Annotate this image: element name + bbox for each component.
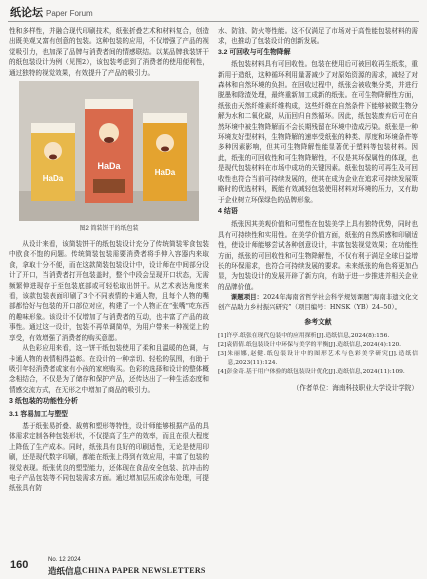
paragraph: 纸包装材料具有可回收性。包装在使用后可被回收再生纸浆，重新用于造纸，这种循环利用量著减少了对原始资源的需求，减轻了对森林和自然环境的负担。在回收过程中，纸张会被收集分类，并进行脱墨和除渣处理，最终重新加工成新的纸张。在可生物降解性方面，纸张由天然纤维素纤维构成，这些纤维在自然条件下能够被微生物分解为水和二氧化碳，从而回归自然循环。因此，纸包装废弃后可在自然环境中被生物降解而不会长期残留在环境中造成污染。纸张是一种环境友好型材料，生物降解的速率受纸张的种类、厚度和环境条件等多种因素影响，但其可生物降解性能显著优于塑料等包装材料。因此，纸张的可回收性和可生物降解性，不仅是其环保属性的体现，也是现代包装材料在市场中成功的关键因素。纸张包装的可再生及可回收性也符合当前可持续发展的，使其在成为企业在追求可持续发展策略时的优选材料，既能有效减轻包装使用材料对环境的压力，又有助于企业树立环保绿色的品牌形象。 [218, 60, 418, 204]
section-title [10, 4, 93, 20]
paragraph: 水、防油、防火等性能。这不仅满足了市场对于高性能包装材料的需求，也推动了包装设计的创新发展。 [218, 27, 418, 46]
left-box-label: HaDa [42, 174, 64, 184]
references-title: 参考文献 [304, 319, 332, 327]
section-title-cn: 纸论坛 [10, 7, 43, 19]
funding-text: 2024年海南省哲学社会科学规划课题“海南非遗文化文创产品助力乡村振兴研究”（项目编号：HNSK（YB）24–50）。 [218, 293, 418, 312]
middle-box-label: HaDa [97, 161, 121, 172]
packaging-illustration [19, 81, 199, 221]
page-number: 160 [10, 559, 29, 571]
reference-item: [3]朱丽娜,赵健.纸包装设计中的图形艺术与色彩美学研究[J].造纸信息,2023(11):124. [218, 350, 418, 366]
paragraph: 性和多样性，并融合现代印刷技术，纸张折叠艺术和材料复合，创造出既美观又富有创意的包装。这种包装的应用，不仅增强了产品的视觉吸引力，也加深了品牌与消费者间的情感联结。以某品牌我装饼干的纸包装设计为例（见图2），该包装考虑到了消费者的使用便利性，通过独特的视觉效果，有效提升了产品的吸引力。 [9, 27, 209, 77]
funding-label: 课题项目： [230, 293, 264, 302]
left-box [31, 123, 75, 201]
author-affiliation: （作者单位：海南科技职业大学设计学院） [292, 383, 418, 392]
right-column [218, 26, 418, 393]
page-footer [0, 555, 427, 579]
publication-name: 造纸信息 [48, 566, 83, 576]
publication-name-en: CHINA PAPER NEWSLETTERS [82, 566, 206, 575]
page-header [0, 0, 427, 22]
paragraph: 纸张因其美观价值和可塑性在包装美学上具有独特优势，同时也具有可持续性和实用性。在美学价值方面，纸张的自然质感和印刷适性，使设计师能够尝试各种创意设计，丰富包装视觉效果；在功能性方面，纸张的可回收性和可生物降解性，不仅有利于满足全球日益增长的环保需求，也符合可持续发展的要求。未来纸张的角色将更加凸显，为包装设计的发展开辟了新方向，有助于进一步推进并相关企业的品牌价值。 [218, 220, 418, 291]
figure-2 [9, 81, 209, 237]
section-heading: 4 结语 [218, 207, 238, 215]
subsection-heading: 3.2 可回收与可生物降解 [218, 48, 291, 56]
figure-caption: 图2 简装饼干的纸包装 [79, 226, 139, 233]
paragraph: 从设计来看，该简装饼干的纸包装设计充分了传统简装零食包装中欧食不饱的问题。传统简装包装需要消费者将手伸入容器内来取食，拿取十分不便，而在这款简装包装设计中，设计师在中间部分设计了开口，当消费者打开包装盖时，整个中段会呈现开口状态，无需频繁伸进现存于至包装底部或可轻松取出饼干。从艺术表达角度来看，该款包装表面印刷了3个不同表情的卡通人物，且每个人物的嘴部都恰好与包装的开口部位对应，构建了一个人物正在“张嘴”吃东西的趣味形象。该设计不仅增加了与消费者的互动，也丰富了产品的故事性。通过这一设计，包装不再单调简单，为用户带来一种视觉上的享受，有效增强了消费者的购买意愿。 [9, 240, 209, 342]
header-rule [8, 21, 419, 22]
reference-item: [2]袁倩倩.纸包装设计中环保与美学的平衡[J].造纸信息,2024(4):120. [218, 341, 402, 348]
funding-note [218, 292, 418, 312]
issue-number: No. 12 2024 [48, 557, 81, 563]
reference-item: [4]彭金奇.基于用户体验的纸包装设计优化[J].造纸信息,2024(11):109. [218, 368, 405, 375]
paragraph: 从色彩应用来看，这一饼干纸包装使用了柔和且温暖的色调，与卡通人物的表情相得益彰。在设计的一种亲切、轻松的氛围，有助于吸引年轻消费者或家有小孩的家庭购买。色彩的选择和设计的整体概念相结合，不仅是为了储存和保护产品，还传达出了一种生活态度和情感交流方式，在无形之中增加了商品的吸引力。 [9, 344, 209, 394]
left-column [9, 26, 209, 494]
section-title-en: Paper Forum [46, 9, 93, 18]
right-box [143, 113, 187, 201]
subsection-heading: 3.1 容易加工与塑型 [9, 410, 68, 418]
right-box-label: HaDa [154, 168, 176, 178]
middle-box [85, 99, 133, 203]
section-heading: 3 纸包装的功能性分析 [9, 398, 78, 406]
paragraph: 基于纸张易折叠、裁剪和塑形等特性，设计师能够根据产品的具体需求定制各种包装形状，不仅提高了生产的效率，而且在很大程度上降低了生产成本。同时，纸张具有良好的印刷适性，无论是使用印刷，还是现代数字印刷，都能在纸张上得到有效应用，丰富了包装的视觉表现。纸张优良的塑型能力，还体现在食品安全包装、抗冲击的电子产品包装等不同包装需求方面。通过增加层压或涂布处理，可提纸张具有防 [9, 421, 209, 493]
figure-photo [19, 81, 199, 221]
reference-item: [1]许亭.纸张在现代包装中的应用探析[J].造纸信息,2024(8):156. [218, 332, 390, 339]
